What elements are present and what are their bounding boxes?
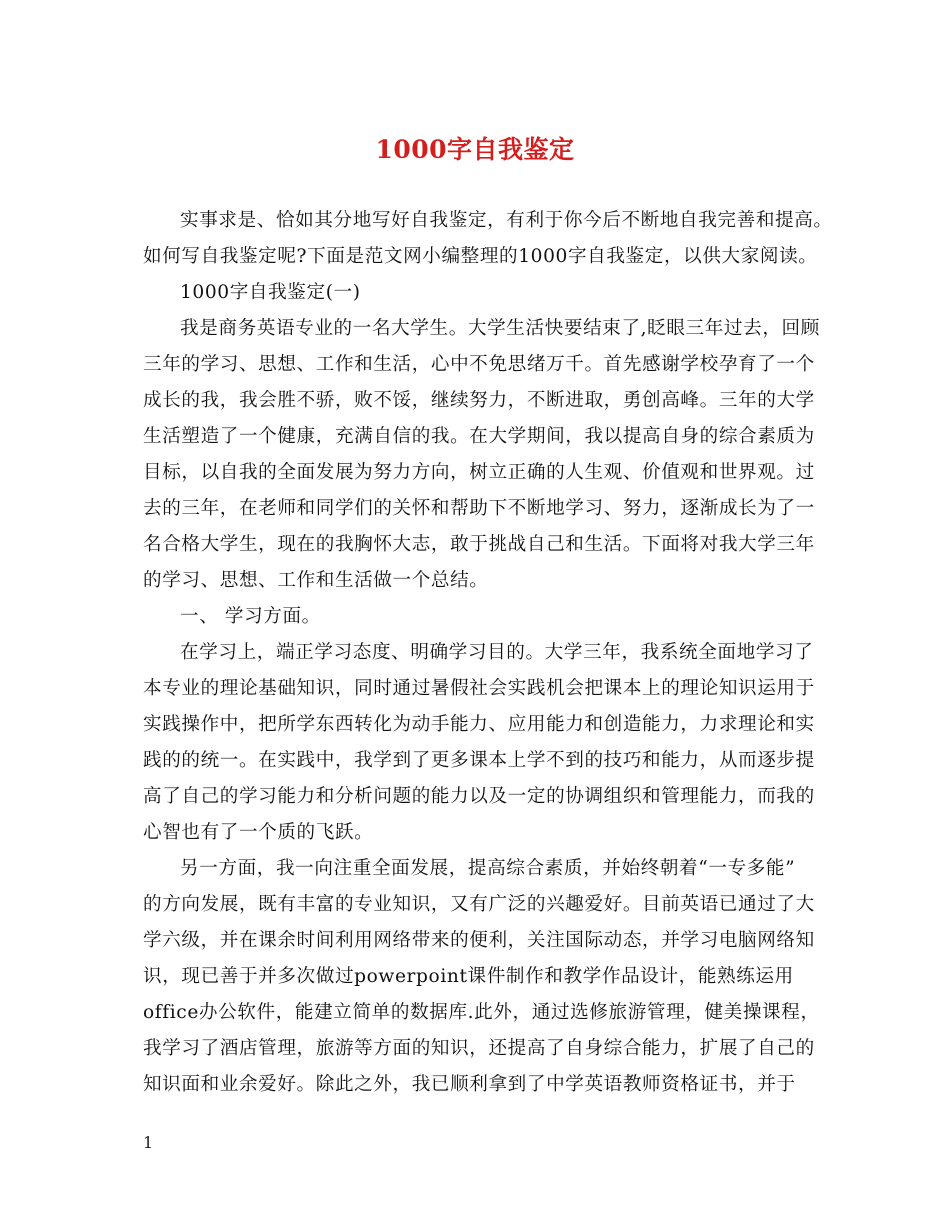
body-line: 实践操作中，把所学东西转化为动手能力、应用能力和创造能力，力求理论和实	[143, 714, 815, 735]
body-line: 实事求是、恰如其分地写好自我鉴定，有利于你今后不断地自我完善和提高。	[180, 210, 833, 231]
body-line: 去的三年，在老师和同学们的关怀和帮助下不断地学习、努力，逐渐成长为了一	[143, 498, 815, 519]
body-line: 三年的学习、思想、工作和生活，心中不免思绪万千。首先感谢学校孕育了一个	[143, 354, 815, 375]
body-line: 践的的统一。在实践中，我学到了更多课本上学不到的技巧和能力，从而逐步提	[143, 750, 815, 771]
page-number: 1	[143, 1133, 154, 1152]
body-line: 在学习上，端正学习态度、明确学习目的。大学三年，我系统全面地学习了	[180, 642, 814, 663]
body-line: 知识面和业余爱好。除此之外，我已顺利拿到了中学英语教师资格证书，并于	[143, 1074, 796, 1095]
body-line: 心智也有了一个质的飞跃。	[143, 822, 374, 843]
body-line: 生活塑造了一个健康，充满自信的我。在大学期间，我以提高自身的综合素质为	[143, 426, 815, 447]
body-line: 高了自己的学习能力和分析问题的能力以及一定的协调组织和管理能力，而我的	[143, 786, 815, 807]
body-line: 识，现已善于并多次做过powerpoint课件制作和教学作品设计，能熟练运用	[143, 966, 794, 987]
section-heading: 一、 学习方面。	[180, 606, 321, 627]
section-heading: 1000字自我鉴定(一)	[180, 282, 361, 303]
body-line: 成长的我，我会胜不骄，败不馁，继续努力，不断进取，勇创高峰。三年的大学	[143, 390, 815, 411]
document-title: 1000字自我鉴定	[375, 135, 575, 164]
body-line: 名合格大学生，现在的我胸怀大志，敢于挑战自己和生活。下面将对我大学三年	[143, 534, 815, 555]
body-line: 我是商务英语专业的一名大学生。大学生活快要结束了,眨眼三年过去，回顾	[180, 318, 820, 339]
body-line: 另一方面，我一向注重全面发展，提高综合素质，并始终朝着“一专多能”	[180, 858, 796, 879]
body-line: 的学习、思想、工作和生活做一个总结。	[143, 570, 489, 591]
body-line: 如何写自我鉴定呢?下面是范文网小编整理的1000字自我鉴定，以供大家阅读。	[143, 246, 818, 267]
body-line: 我学习了酒店管理，旅游等方面的知识，还提高了自身综合能力，扩展了自己的	[143, 1038, 815, 1059]
body-line: 本专业的理论基础知识，同时通过暑假社会实践机会把课本上的理论知识运用于	[143, 678, 815, 699]
body-line: 的方向发展，既有丰富的专业知识，又有广泛的兴趣爱好。目前英语已通过了大	[143, 894, 815, 915]
body-line: 目标，以自我的全面发展为努力方向，树立正确的人生观、价值观和世界观。过	[143, 462, 815, 483]
body-line: 学六级，并在课余时间利用网络带来的便利，关注国际动态，并学习电脑网络知	[143, 930, 815, 951]
body-line: office办公软件，能建立简单的数据库.此外，通过选修旅游管理，健美操课程，	[143, 1002, 820, 1023]
